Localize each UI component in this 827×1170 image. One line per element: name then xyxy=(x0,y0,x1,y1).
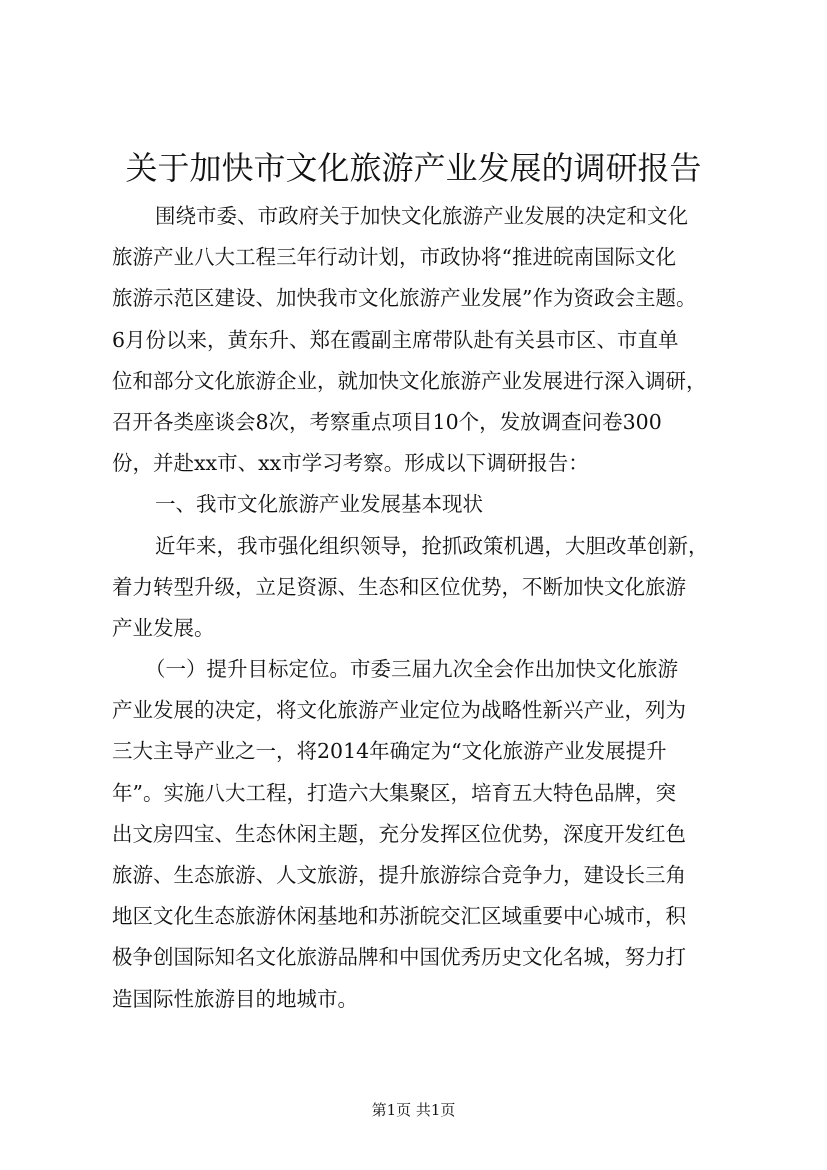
paragraph-target-line-5: 出文房四宝、生态休闲主题，充分发挥区位优势，深度开发红色 xyxy=(112,821,686,846)
paragraph-target-line-3: 三大主导产业之一，将2014年确定为“文化旅游产业发展提升 xyxy=(112,739,667,764)
paragraph-intro-line-2: 旅游产业八大工程三年行动计划，市政协将“推进皖南国际文化 xyxy=(112,245,676,270)
document-body xyxy=(112,196,722,1020)
section-heading-1: 一、我市文化旅游产业发展基本现状 xyxy=(155,492,483,517)
paragraph-intro-line-4: 6月份以来，黄东升、郑在霞副主席带队赴有关县市区、市直单 xyxy=(112,327,679,352)
paragraph-intro-line-1: 围绕市委、市政府关于加快文化旅游产业发展的决定和文化 xyxy=(155,204,688,228)
paragraph-target-line-8: 极争创国际知名文化旅游品牌和中国优秀历史文化名城，努力打 xyxy=(112,945,686,970)
page-footer: 第1页 共1页 xyxy=(371,1101,456,1119)
paragraph-intro-line-6: 召开各类座谈会8次，考察重点项目10个，发放调查问卷300 xyxy=(112,409,662,434)
paragraph-intro-line-3: 旅游示范区建设、加快我市文化旅游产业发展”作为资政会主题。 xyxy=(112,286,697,311)
paragraph-target-line-1: （一）提升目标定位。市委三届九次全会作出加快文化旅游 xyxy=(145,657,678,682)
paragraph-target-line-9: 造国际性旅游目的地城市。 xyxy=(112,986,358,1011)
paragraph-status-line-1: 近年来，我市强化组织领导，抢抓政策机遇，大胆改革创新， xyxy=(155,533,709,558)
paragraph-status-line-2: 着力转型升级，立足资源、生态和区位优势，不断加快文化旅游 xyxy=(112,574,686,599)
paragraph-target-line-2: 产业发展的决定，将文化旅游产业定位为战略性新兴产业，列为 xyxy=(112,698,686,723)
paragraph-status-line-3: 产业发展。 xyxy=(112,615,215,640)
paragraph-target-line-4: 年”。实施八大工程，打造六大集聚区，培育五大特色品牌，突 xyxy=(112,780,676,805)
paragraph-target-line-7: 地区文化生态旅游休闲基地和苏浙皖交汇区域重要中心城市，积 xyxy=(112,904,686,929)
document-title: 关于加快市文化旅游产业发展的调研报告 xyxy=(125,149,702,187)
paragraph-intro-line-5: 位和部分文化旅游企业，就加快文化旅游产业发展进行深入调研， xyxy=(112,368,707,393)
paragraph-target-line-6: 旅游、生态旅游、人文旅游，提升旅游综合竞争力，建设长三角 xyxy=(112,863,686,887)
paragraph-intro-line-7: 份，并赴xx市、xx市学习考察。形成以下调研报告： xyxy=(112,451,589,476)
